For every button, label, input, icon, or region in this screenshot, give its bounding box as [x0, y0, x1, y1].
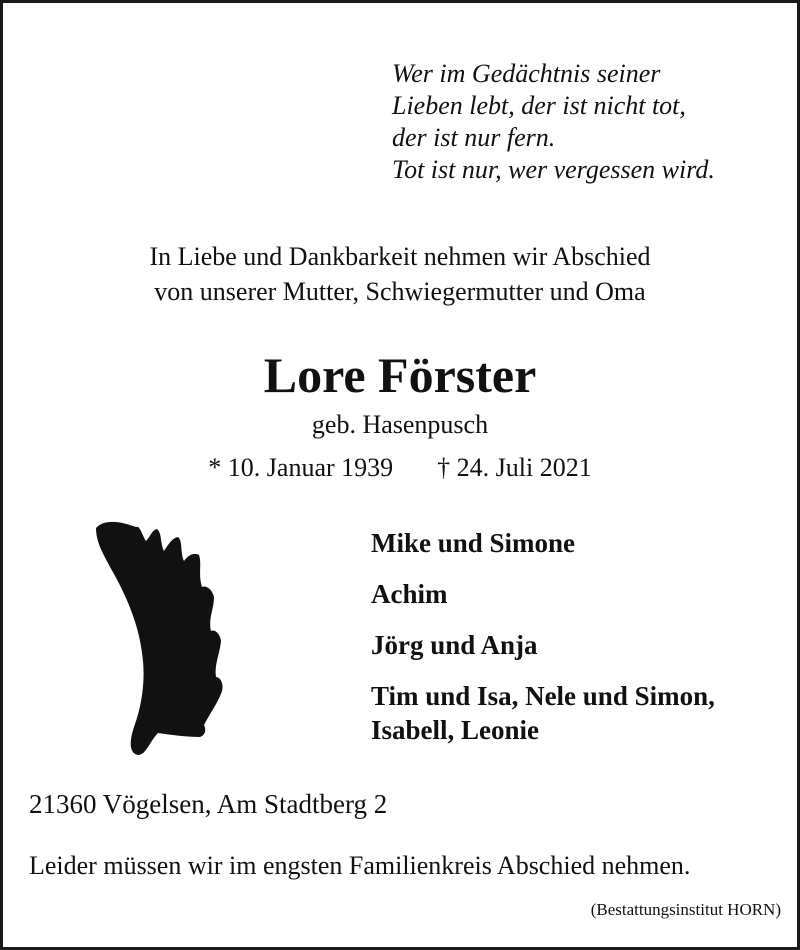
life-dates [0, 452, 800, 484]
poem-line: Lieben lebt, der ist nicht tot, [392, 91, 686, 120]
family-entry [371, 679, 715, 747]
memorial-poem [392, 58, 715, 186]
family-line: Jörg und Anja [371, 630, 538, 660]
antler-icon [90, 515, 250, 760]
family-line: Achim [371, 579, 448, 609]
deceased-name: Lore Förster [263, 347, 537, 403]
family-list [371, 526, 715, 764]
family-line: Mike und Simone [371, 528, 576, 558]
death-date: † 24. Juli 2021 [437, 453, 592, 482]
poem-line: Tot ist nur, wer vergessen wird. [392, 155, 715, 184]
farewell-intro [0, 239, 800, 309]
maiden-name: geb. Hasenpusch [311, 410, 489, 439]
intro-line: In Liebe und Dankbarkeit nehmen wir Abschied [149, 242, 651, 271]
family-line: Isabell, Leonie [371, 715, 540, 745]
family-address: 21360 Vögelsen, Am Stadtberg 2 [29, 789, 388, 819]
family-line: Tim und Isa, Nele und Simon, [371, 681, 715, 711]
birth-date: * 10. Januar 1939 [208, 453, 394, 482]
intro-line: von unserer Mutter, Schwiegermutter und Oma [154, 277, 646, 306]
family-entry [371, 526, 715, 560]
funeral-home-credit: (Bestattungsinstitut HORN) [590, 900, 781, 919]
family-entry [371, 628, 715, 662]
poem-line: der ist nur fern. [392, 123, 556, 152]
private-farewell-notice: Leider müssen wir im engsten Familienkreis Abschied nehmen. [29, 851, 691, 880]
poem-line: Wer im Gedächtnis seiner [392, 59, 661, 88]
family-entry [371, 577, 715, 611]
